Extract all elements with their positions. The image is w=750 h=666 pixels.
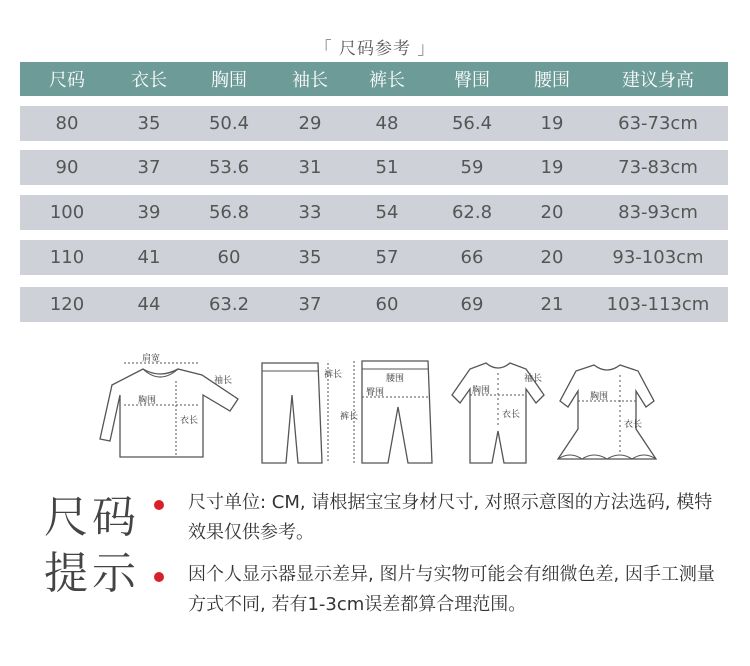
cell-waist: 19 <box>540 157 564 178</box>
romper-sleeve-label: 袖长 <box>524 374 543 384</box>
header-hip: 臀围 <box>454 70 490 91</box>
cell-size: 100 <box>49 202 85 223</box>
cell-hip: 69 <box>460 294 484 315</box>
header-chest: 胸围 <box>211 70 247 91</box>
cell-pants-length: 51 <box>375 157 399 178</box>
cell-waist: 20 <box>540 202 564 223</box>
cell-length: 44 <box>137 294 161 315</box>
cell-length: 35 <box>137 113 161 134</box>
note-text: 因个人显示器显示差异, 图片与实物可能会有细微色差, 因手工测量方式不同, 若有1-3cm误差都算合理范围。 <box>188 564 715 615</box>
cell-waist: 20 <box>540 247 564 268</box>
dress-measure-diagram <box>550 355 665 470</box>
cell-length: 39 <box>137 202 161 223</box>
header-length: 衣长 <box>131 70 167 91</box>
cell-sleeve: 31 <box>298 157 322 178</box>
note-text: 尺寸单位: CM, 请根据宝宝身材尺寸, 对照示意图的方法选码, 模特效果仅供参考。 <box>188 492 713 543</box>
table-header <box>20 62 728 96</box>
note-item <box>160 488 720 548</box>
cell-sleeve: 35 <box>298 247 322 268</box>
table-row <box>20 150 728 185</box>
header-waist: 腰围 <box>534 70 570 91</box>
table-row <box>20 240 728 275</box>
header-pants-length: 裤长 <box>369 70 405 91</box>
tips-title-line1: 尺码 <box>44 492 140 543</box>
cell-sleeve: 37 <box>298 294 322 315</box>
cell-chest: 56.8 <box>208 202 250 223</box>
note-item <box>160 560 720 620</box>
shorts-measure-diagram <box>340 355 440 470</box>
cell-pants-length: 48 <box>375 113 399 134</box>
red-bullet-icon <box>154 500 164 510</box>
cell-sleeve: 33 <box>298 202 322 223</box>
romper-chest-label: 胸围 <box>472 386 491 396</box>
cell-hip: 66 <box>460 247 484 268</box>
dress-chest-label: 胸围 <box>590 392 609 402</box>
dress-length-label: 衣长 <box>624 420 643 430</box>
cell-pants-length: 54 <box>375 202 399 223</box>
romper-measure-diagram <box>448 355 548 470</box>
shorts-waist-label: 腰围 <box>386 374 405 384</box>
cell-waist: 21 <box>540 294 564 315</box>
cell-height: 83-93cm <box>618 202 698 223</box>
table-row <box>20 106 728 141</box>
cell-pants-length: 60 <box>375 294 399 315</box>
red-bullet-icon <box>154 572 164 582</box>
cell-size: 80 <box>55 113 79 134</box>
table-row <box>20 287 728 322</box>
cell-sleeve: 29 <box>298 113 322 134</box>
shirt-chest-label: 胸围 <box>138 396 157 406</box>
cell-chest: 63.2 <box>208 294 250 315</box>
header-sleeve: 袖长 <box>292 70 328 91</box>
cell-chest: 50.4 <box>208 113 250 134</box>
shorts-length-label: 裤长 <box>340 412 359 422</box>
shirt-length-label: 衣长 <box>180 416 199 426</box>
cell-hip: 62.8 <box>451 202 493 223</box>
cell-hip: 56.4 <box>451 113 493 134</box>
shorts-hip-label: 臀围 <box>366 388 385 398</box>
romper-length-label: 衣长 <box>502 410 521 420</box>
shirt-measure-diagram <box>98 355 248 470</box>
cell-size: 120 <box>49 294 85 315</box>
cell-size: 110 <box>49 247 85 268</box>
size-chart-title: 「 尺码参考 」 <box>314 39 436 59</box>
cell-height: 73-83cm <box>618 157 698 178</box>
cell-length: 37 <box>137 157 161 178</box>
size-tips-title <box>44 490 144 602</box>
table-row <box>20 195 728 230</box>
cell-chest: 53.6 <box>208 157 250 178</box>
pants-measure-diagram <box>252 355 343 470</box>
shirt-shoulder-label: 肩宽 <box>142 354 161 364</box>
shirt-sleeve-label: 袖长 <box>214 376 233 386</box>
cell-size: 90 <box>55 157 79 178</box>
cell-length: 41 <box>137 247 161 268</box>
header-size: 尺码 <box>49 70 85 91</box>
cell-hip: 59 <box>460 157 484 178</box>
pants-length-label: 裤长 <box>324 370 343 380</box>
cell-height: 63-73cm <box>618 113 698 134</box>
header-height: 建议身高 <box>622 70 694 91</box>
cell-pants-length: 57 <box>375 247 399 268</box>
cell-height: 103-113cm <box>606 294 710 315</box>
cell-chest: 60 <box>217 247 241 268</box>
cell-waist: 19 <box>540 113 564 134</box>
cell-height: 93-103cm <box>612 247 704 268</box>
tips-title-line2: 提示 <box>44 548 140 599</box>
